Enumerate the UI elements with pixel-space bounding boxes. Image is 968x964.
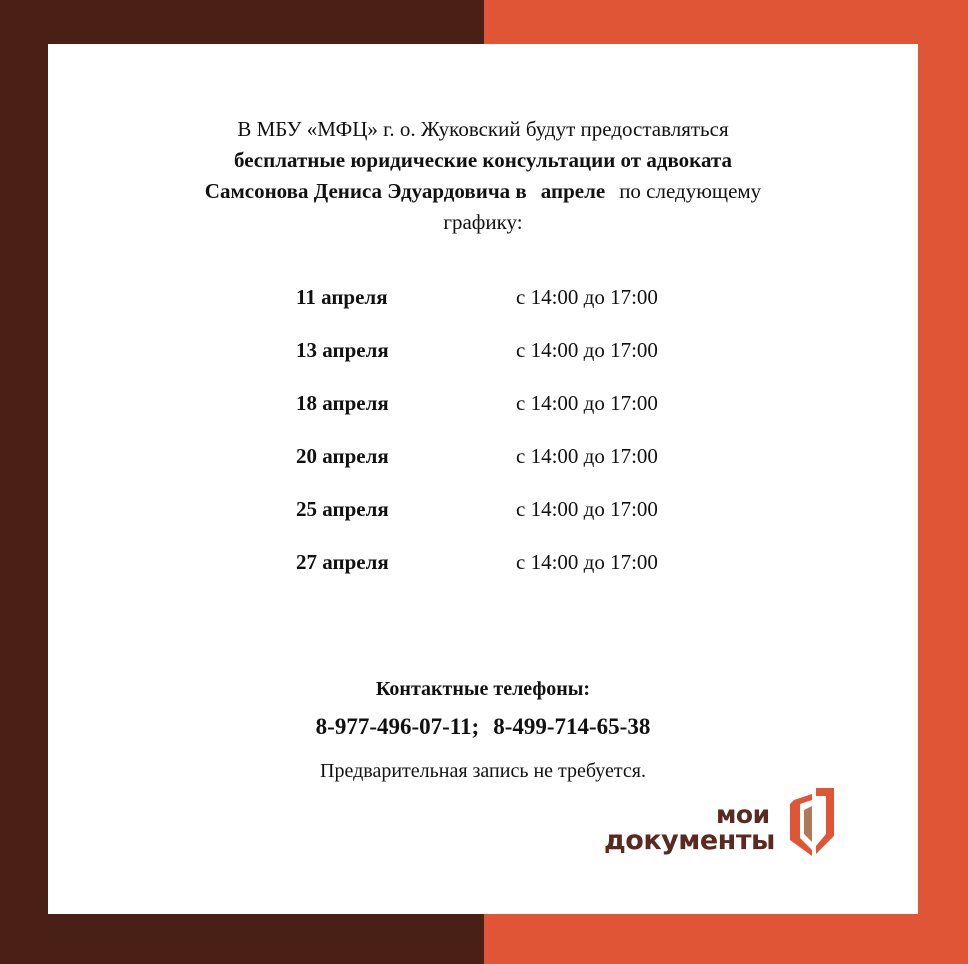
schedule-time: с 14:00 до 17:00 xyxy=(516,285,658,309)
phone-number-1[interactable]: 8-977-496-07-11; xyxy=(315,714,480,739)
phone-number-2[interactable]: 8-499-714-65-38 xyxy=(493,714,651,739)
contacts-title: Контактные телефоны: xyxy=(375,678,591,700)
schedule-row xyxy=(48,550,918,584)
schedule-row xyxy=(48,444,918,478)
schedule-row xyxy=(48,285,918,319)
contact-phones xyxy=(48,714,918,740)
schedule-date: 20 апреля xyxy=(296,444,389,468)
schedule-date: 11 апреля xyxy=(296,285,388,309)
logo-line-1: мои xyxy=(716,800,770,829)
notice-card xyxy=(48,44,918,914)
intro-line-3-tail: по следующему xyxy=(619,179,762,203)
schedule-time: с 14:00 до 17:00 xyxy=(516,550,658,574)
intro-line-1: В МБУ «МФЦ» г. о. Жуковский будут предоставляться xyxy=(237,117,729,141)
schedule-time: с 14:00 до 17:00 xyxy=(516,338,658,362)
schedule-date: 25 апреля xyxy=(296,497,389,521)
schedule-date: 13 апреля xyxy=(296,338,389,362)
intro-line-2: бесплатные юридические консультации от адвоката xyxy=(234,148,732,172)
schedule-row xyxy=(48,391,918,425)
my-documents-logo-icon xyxy=(786,788,836,856)
intro-text xyxy=(48,114,918,238)
schedule-row xyxy=(48,497,918,531)
schedule-row xyxy=(48,338,918,372)
intro-line-4: графику: xyxy=(443,210,523,234)
schedule-time: с 14:00 до 17:00 xyxy=(516,444,658,468)
intro-line-3 xyxy=(48,176,918,207)
my-documents-logo xyxy=(604,788,844,858)
logo-line-2: документы xyxy=(604,825,775,856)
registration-note: Предварительная запись не требуется. xyxy=(320,760,646,782)
lawyer-name: Самсонова Дениса Эдуардовича в xyxy=(204,179,527,203)
month-name: апреле xyxy=(540,179,606,203)
schedule-time: с 14:00 до 17:00 xyxy=(516,391,658,415)
schedule-date: 18 апреля xyxy=(296,391,389,415)
schedule-time: с 14:00 до 17:00 xyxy=(516,497,658,521)
schedule-date: 27 апреля xyxy=(296,550,389,574)
